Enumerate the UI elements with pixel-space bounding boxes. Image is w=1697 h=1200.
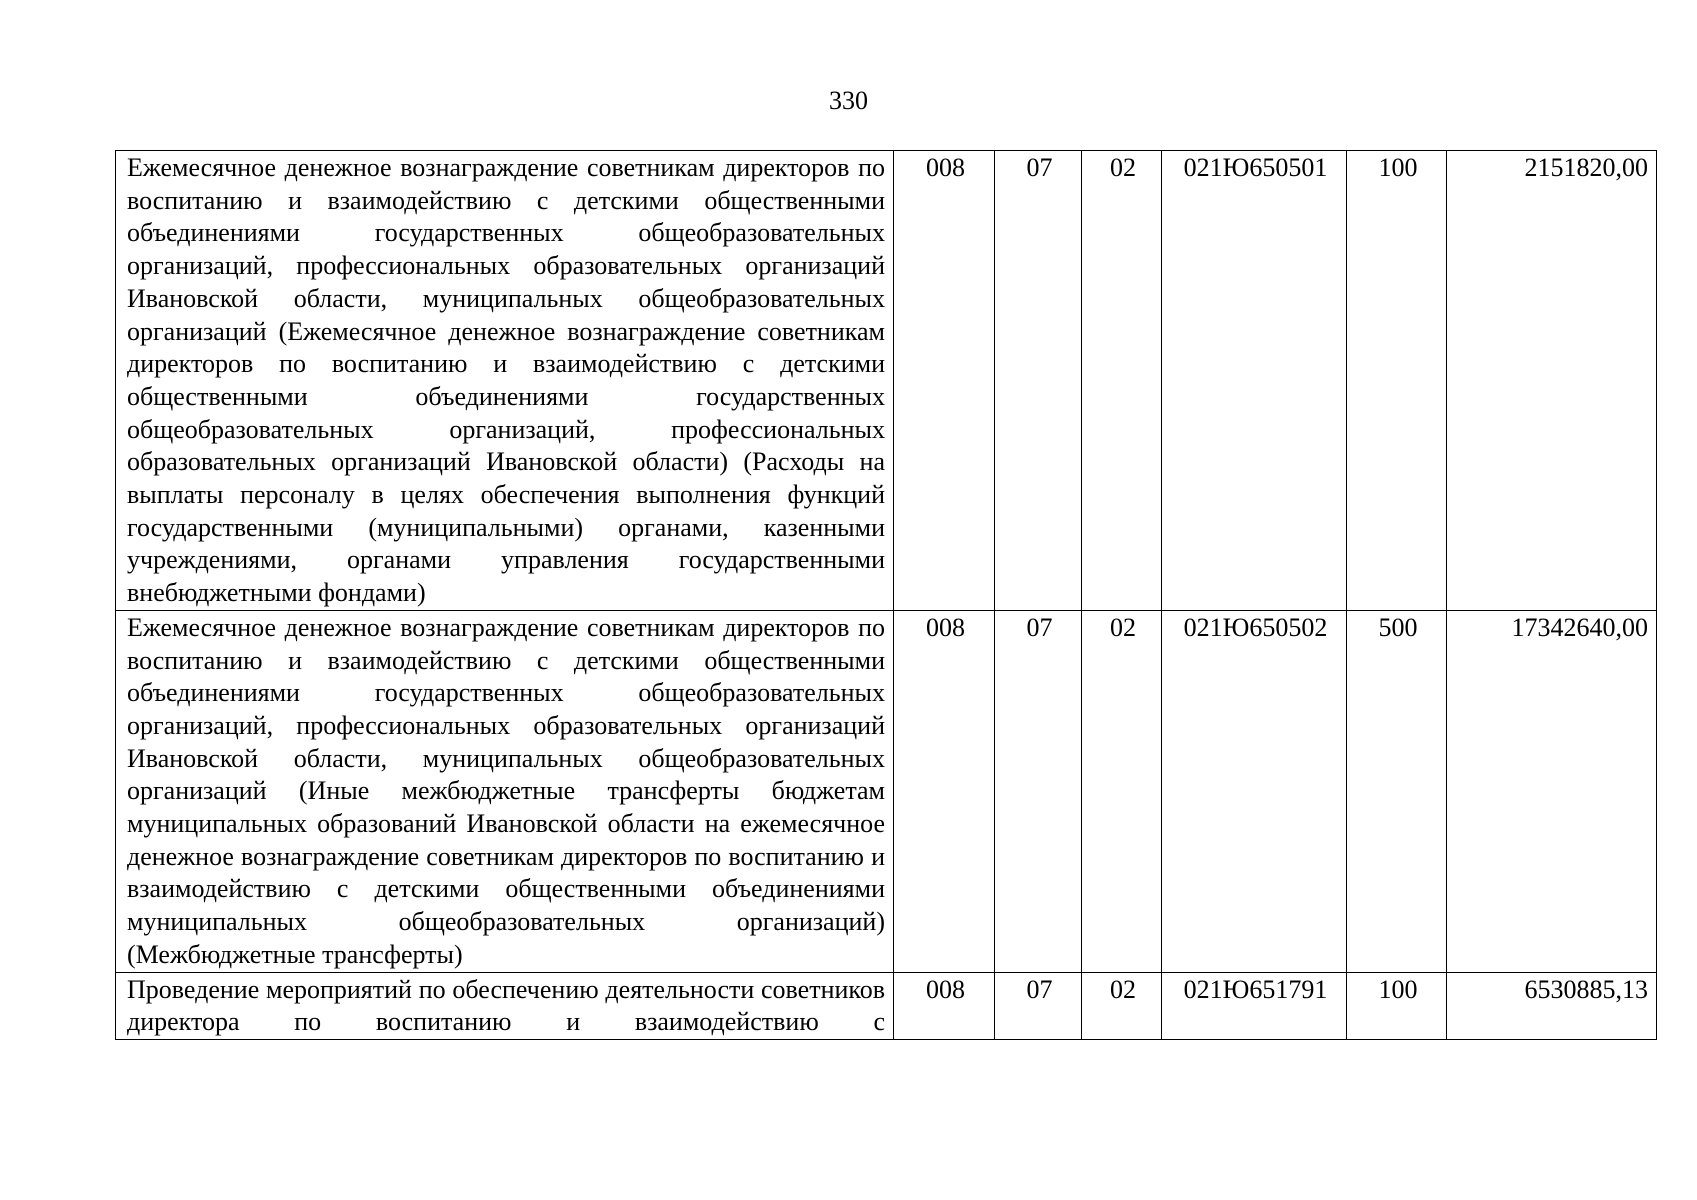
budget-table (115, 150, 1657, 1040)
ministry-code: 008 (894, 610, 995, 972)
expense-type-code: 100 (1347, 972, 1447, 1039)
amount-value: 2151820,00 (1447, 151, 1657, 611)
section-code: 07 (995, 610, 1082, 972)
amount-value: 17342640,00 (1447, 610, 1657, 972)
page-number: 330 (829, 86, 868, 115)
subsection-code: 02 (1082, 610, 1162, 972)
expense-type-code: 100 (1347, 151, 1447, 611)
row-description: Ежемесячное денежное вознаграждение советникам директоров по воспитанию и взаимодействию с детскими общественными объединениями государственных общеобразовательных организаций, профессиональных образовательных организаций Ивановской области, муниципальных общеобразовательных организаций (Иные межбюджетные трансферты бюджетам муниципальных образований Ивановской области на ежемесячное денежное вознаграждение советникам директоров по воспитанию и взаимодействию с детскими общественными объединениями муниципальных общеобразовательных организаций) (Межбюджетные трансферты) (116, 610, 894, 972)
table-row (116, 610, 1657, 972)
ministry-code: 008 (894, 151, 995, 611)
ministry-code: 008 (894, 972, 995, 1039)
subsection-code: 02 (1082, 151, 1162, 611)
row-description: Ежемесячное денежное вознаграждение советникам директоров по воспитанию и взаимодействию с детскими общественными объединениями государственных общеобразовательных организаций, профессиональных образовательных организаций Ивановской области, муниципальных общеобразовательных организаций (Ежемесячное денежное вознаграждение советникам директоров по воспитанию и взаимодействию с детскими общественными объединениями государственных общеобразовательных организаций, профессиональных образовательных организаций Ивановской области) (Расходы на выплаты персоналу в целях обеспечения выполнения функций государственными (муниципальными) органами, казенными учреждениями, органами управления государственными внебюджетными фондами) (116, 151, 894, 611)
target-article-code: 021Ю650501 (1162, 151, 1347, 611)
amount-value: 6530885,13 (1447, 972, 1657, 1039)
target-article-code: 021Ю651791 (1162, 972, 1347, 1039)
table-row (116, 972, 1657, 1039)
table-row (116, 151, 1657, 611)
subsection-code: 02 (1082, 972, 1162, 1039)
expense-type-code: 500 (1347, 610, 1447, 972)
section-code: 07 (995, 151, 1082, 611)
row-description: Проведение мероприятий по обеспечению деятельности советников директора по воспитанию и взаимодействию с (116, 972, 894, 1039)
section-code: 07 (995, 972, 1082, 1039)
target-article-code: 021Ю650502 (1162, 610, 1347, 972)
